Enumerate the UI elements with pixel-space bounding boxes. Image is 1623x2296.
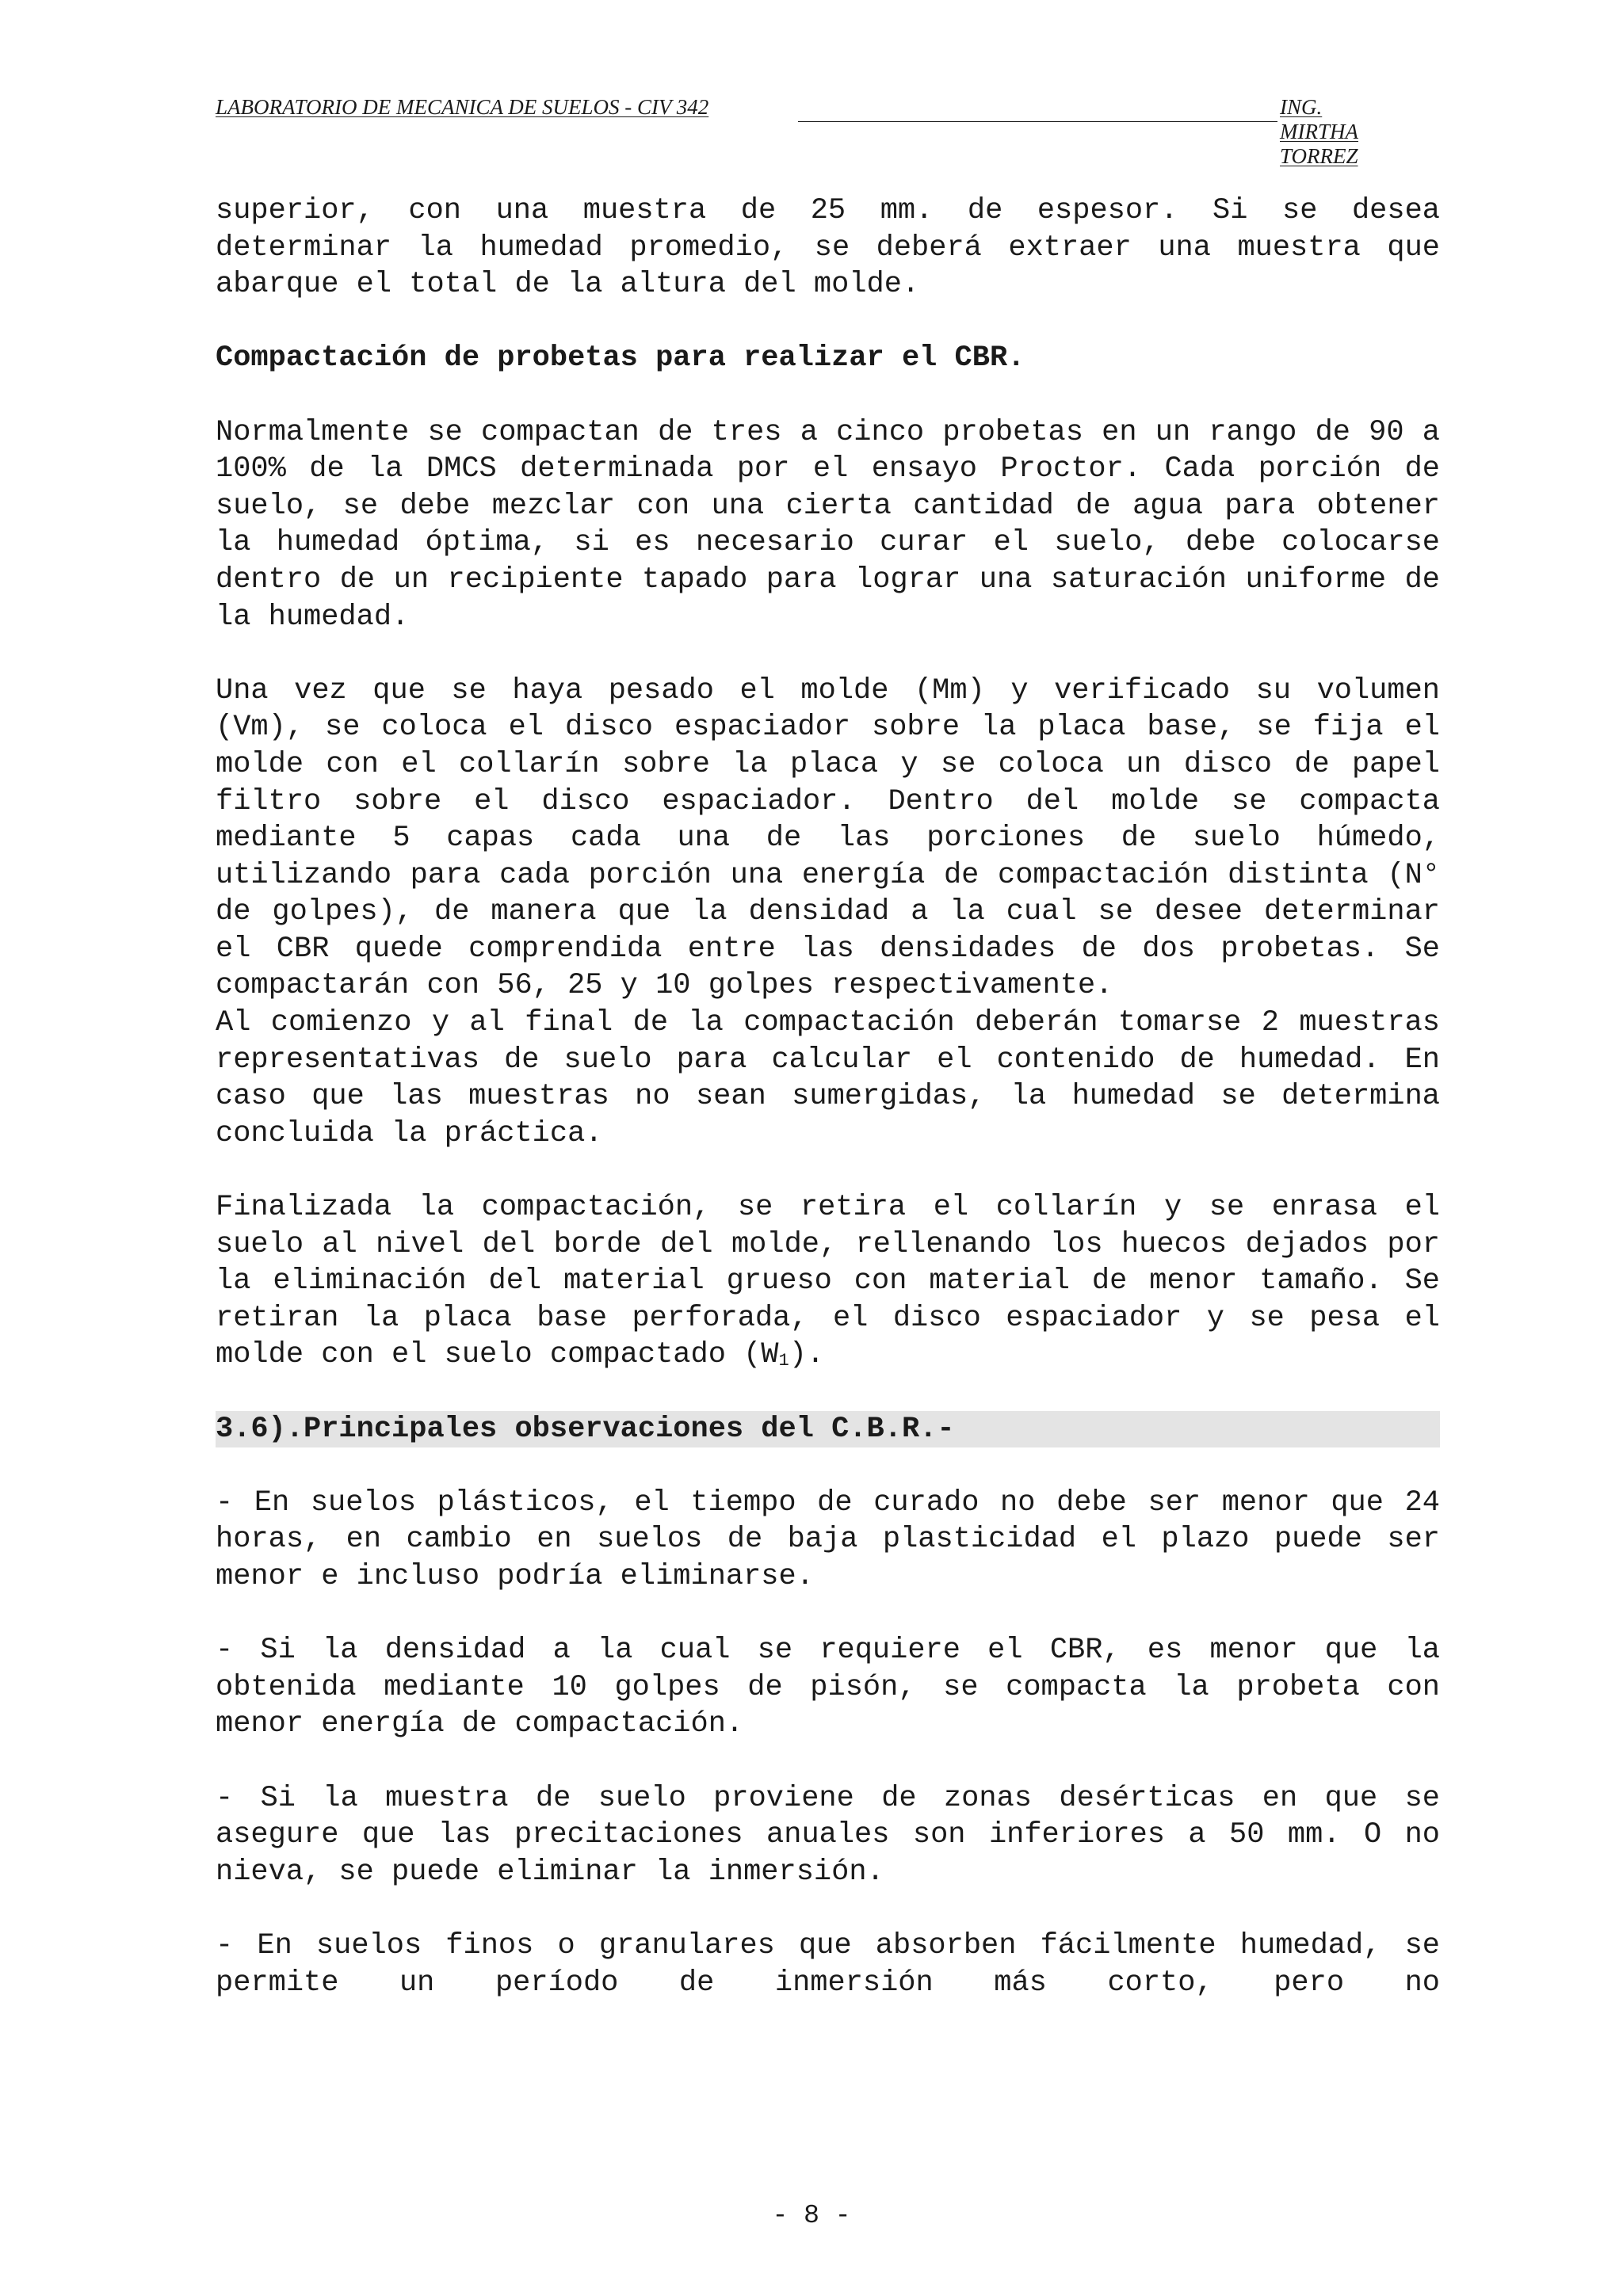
observation-densidad: - Si la densidad a la cual se requiere el CBR, es menor que la obtenida mediante 10 golpes de pisón, se compacta la probeta con menor energía de compactación.	[216, 1634, 1440, 1741]
page-header	[216, 95, 1358, 168]
header-course-title: LABORATORIO DE MECANICA DE SUELOS - CIV 342	[216, 95, 709, 119]
section-heading-compactacion: Compactación de probetas para realizar el CBR.	[216, 341, 1025, 376]
observation-zonas-deserticas: - Si la muestra de suelo proviene de zonas desérticas en que se asegure que las precitaciones anuales son inferiores a 50 mm. O no nieva, se puede eliminar la inmersión.	[216, 1781, 1440, 1889]
paragraph-finalizada-end: ).	[789, 1338, 825, 1372]
paragraph-muestras-humedad: Al comienzo y al final de la compactación deberán tomarse 2 muestras representativas de suelo para calcular el contenido de humedad. En caso que las muestras no sean sumergidas, la humedad se determina concluida la práctica.	[216, 1006, 1440, 1150]
header-underline-rule	[798, 121, 1277, 122]
observation-curado: - En suelos plásticos, el tiempo de curado no debe ser menor que 24 horas, en cambio en suelos de baja plasticidad el plazo puede ser menor e incluso podría eliminarse.	[216, 1486, 1440, 1593]
paragraph-finalizada	[216, 1189, 1440, 1374]
paragraph-normalmente: Normalmente se compactan de tres a cinco probetas en un rango de 90 a 100% de la DMCS determinada por el ensayo Proctor. Cada porción de suelo, se debe mezclar con una cierta cantidad de agua para obtener la humedad óptima, si es necesario curar el suelo, debe colocarse dentro de un recipiente tapado para lograr una saturación uniforme de la humedad.	[216, 415, 1440, 634]
paragraph-continuation: superior, con una muestra de 25 mm. de espesor. Si se desea determinar la humedad promedio, se deberá extraer una muestra que abarque el total de la altura del molde.	[216, 194, 1440, 302]
header-author: ING. MIRTHA TORREZ	[1280, 95, 1358, 168]
subscript-one: 1	[778, 1351, 789, 1371]
document-body	[216, 193, 1440, 2001]
paragraph-procedimiento: Una vez que se haya pesado el molde (Mm) y verificado su volumen (Vm), se coloca el disco espaciador sobre la placa base, se fija el molde con el collarín sobre la placa y se coloca un disco de papel filtro sobre el disco espaciador. Dentro del molde se compacta mediante 5 capas cada una de las porciones de suelo húmedo, utilizando para cada porción una energía de compactación distinta (N° de golpes), de manera que la densidad a la cual se desee determinar el CBR quede comprendida entre las densidades de dos probetas. Se compactarán con 56, 25 y 10 golpes respectivamente.	[216, 673, 1440, 1003]
observation-suelos-finos: - En suelos finos o granulares que absorben fácilmente humedad, se permite un período de inmersión más corto, pero no	[216, 1928, 1440, 2000]
section-heading-observaciones: 3.6).Principales observaciones del C.B.R.-	[216, 1411, 1440, 1448]
page-number: - 8 -	[772, 2201, 851, 2230]
paragraph-finalizada-text: Finalizada la compactación, se retira el collarín y se enrasa el suelo al nivel del borde del molde, rellenando los huecos dejados por la eliminación del material grueso con material de menor tamaño. Se retiran la placa base perforada, el disco espaciador y se pesa el molde con el suelo compactado (W	[216, 1191, 1440, 1372]
